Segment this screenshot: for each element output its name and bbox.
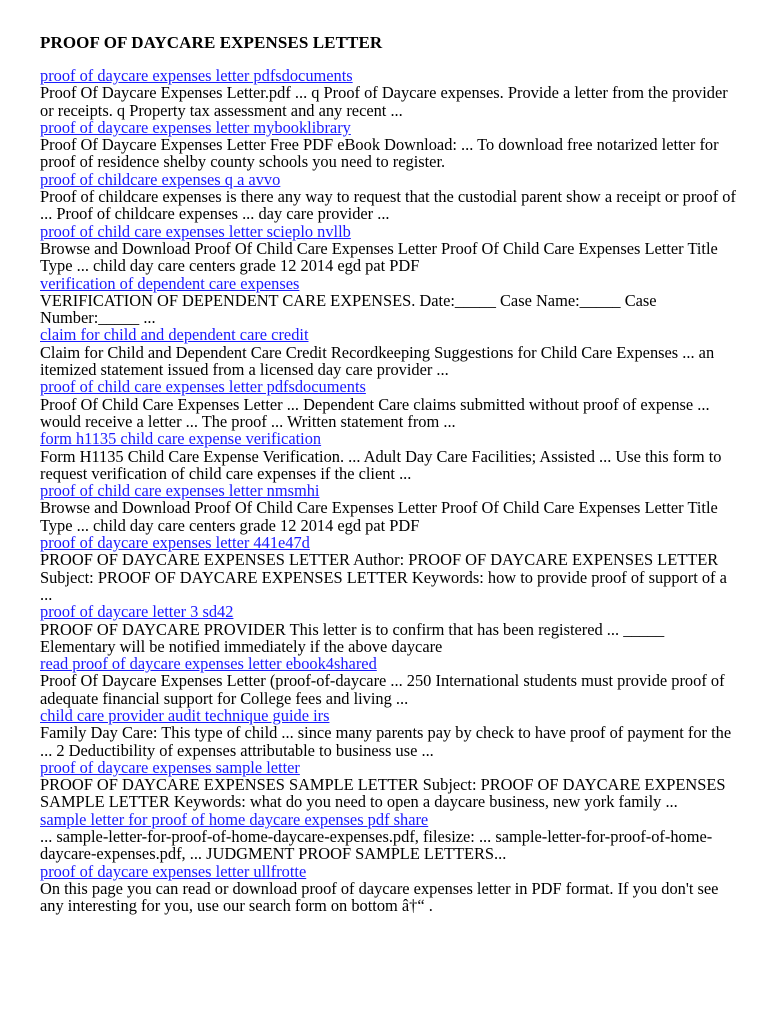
result-entry [40, 534, 740, 603]
result-snippet: ... sample-letter-for-proof-of-home-daycare-expenses.pdf, filesize: ... sample-letter-for-proof-of-home-daycare-expenses.pdf, ... JUDGMENT PROOF SAMPLE LETTERS... [40, 827, 713, 864]
result-link[interactable]: proof of child care expenses letter scieplo nvllb [40, 221, 351, 241]
result-link[interactable]: verification of dependent care expenses [40, 273, 300, 293]
result-snippet: Proof Of Child Care Expenses Letter ... Dependent Care claims submitted without proof of expense ... would receive a letter ... The proof ... Written statement from ... [40, 394, 710, 431]
result-link[interactable]: form h1135 child care expense verification [40, 429, 322, 449]
result-snippet: Proof Of Daycare Expenses Letter.pdf ... q Proof of Daycare expenses. Provide a letter from the provider or receipts. q Property tax assessment and any recent ... [40, 83, 728, 120]
result-snippet: PROOF OF DAYCARE PROVIDER This letter is to confirm that has been registered ... _____ Elementary will be notified immediately if the above daycare [40, 619, 665, 656]
document-page [40, 32, 740, 915]
result-snippet: Browse and Download Proof Of Child Care Expenses Letter Proof Of Child Care Expenses Letter Title Type ... child day care centers grade 12 2014 egd pat PDF [40, 498, 718, 535]
result-link[interactable]: read proof of daycare expenses letter ebook4shared [40, 654, 377, 674]
result-snippet: Proof of childcare expenses is there any way to request that the custodial parent show a receipt or proof of ... Proof of childcare expenses ... day care provider ... [40, 187, 736, 224]
result-entry [40, 863, 740, 915]
page-title: PROOF OF DAYCARE EXPENSES LETTER [40, 33, 383, 52]
result-entry [40, 759, 740, 811]
result-link[interactable]: proof of child care expenses letter nmsmhi [40, 481, 320, 501]
result-snippet: On this page you can read or download proof of daycare expenses letter in PDF format. If you don't see any interesting for you, use our search form on bottom â†“ . [40, 878, 719, 916]
result-link[interactable]: sample letter for proof of home daycare expenses pdf share [40, 809, 429, 829]
result-link[interactable]: claim for child and dependent care credit [40, 325, 309, 345]
result-link[interactable]: proof of daycare expenses sample letter [40, 757, 300, 777]
result-snippet: Browse and Download Proof Of Child Care Expenses Letter Proof Of Child Care Expenses Letter Title Type ... child day care centers grade 12 2014 egd pat PDF [40, 238, 718, 276]
result-link[interactable]: proof of child care expenses letter pdfsdocuments [40, 377, 366, 397]
result-entry [40, 482, 740, 534]
result-entry [40, 171, 740, 223]
result-entry [40, 655, 740, 707]
result-snippet: Claim for Child and Dependent Care Credit Recordkeeping Suggestions for Child Care Expenses ... an itemized statement issued from a licensed day care provider ... [40, 342, 715, 380]
result-link[interactable]: proof of daycare expenses letter pdfsdocuments [40, 66, 353, 85]
result-snippet: Form H1135 Child Care Expense Verification. ... Adult Day Care Facilities; Assisted ... Use this form to request verification of child care expenses if the client ... [40, 446, 722, 483]
result-link[interactable]: proof of daycare expenses letter ullfrotte [40, 861, 307, 881]
result-entry [40, 223, 740, 275]
result-snippet: VERIFICATION OF DEPENDENT CARE EXPENSES. Date:_____ Case Name:_____ Case Number:_____ ... [40, 290, 657, 328]
result-snippet: Proof Of Daycare Expenses Letter Free PDF eBook Download: ... To download free notarized letter for proof of residence shelby county schools you need to register. [40, 135, 719, 172]
result-snippet: PROOF OF DAYCARE EXPENSES SAMPLE LETTER Subject: PROOF OF DAYCARE EXPENSES SAMPLE LETTER Keywords: what do you need to open a daycare business, new york family ... [40, 775, 726, 812]
result-link[interactable]: proof of daycare letter 3 sd42 [40, 602, 234, 622]
result-link[interactable]: proof of childcare expenses q a avvo [40, 169, 281, 189]
result-entry [40, 119, 740, 171]
result-entry [40, 67, 740, 119]
result-entry [40, 811, 740, 863]
result-snippet: Family Day Care: This type of child ... since many parents pay by check to have proof of payment for the ... 2 Deductibility of expenses attributable to business use ... [40, 723, 732, 760]
result-snippet: PROOF OF DAYCARE EXPENSES LETTER Author: PROOF OF DAYCARE EXPENSES LETTER Subject: PROOF OF DAYCARE EXPENSES LETTER Keywords: how to provide proof of support of a ... [40, 550, 727, 604]
result-entry [40, 275, 740, 327]
result-entry [40, 603, 740, 655]
result-snippet: Proof Of Daycare Expenses Letter (proof-of-daycare ... 250 International students must provide proof of adequate financial support for College fees and living ... [40, 671, 725, 708]
result-entry [40, 707, 740, 759]
result-link[interactable]: proof of daycare expenses letter 441e47d [40, 533, 310, 553]
result-entry [40, 430, 740, 482]
result-entry [40, 378, 740, 430]
result-list [40, 67, 740, 915]
result-link[interactable]: child care provider audit technique guide irs [40, 705, 330, 725]
result-link[interactable]: proof of daycare expenses letter mybooklibrary [40, 117, 351, 137]
result-entry [40, 326, 740, 378]
